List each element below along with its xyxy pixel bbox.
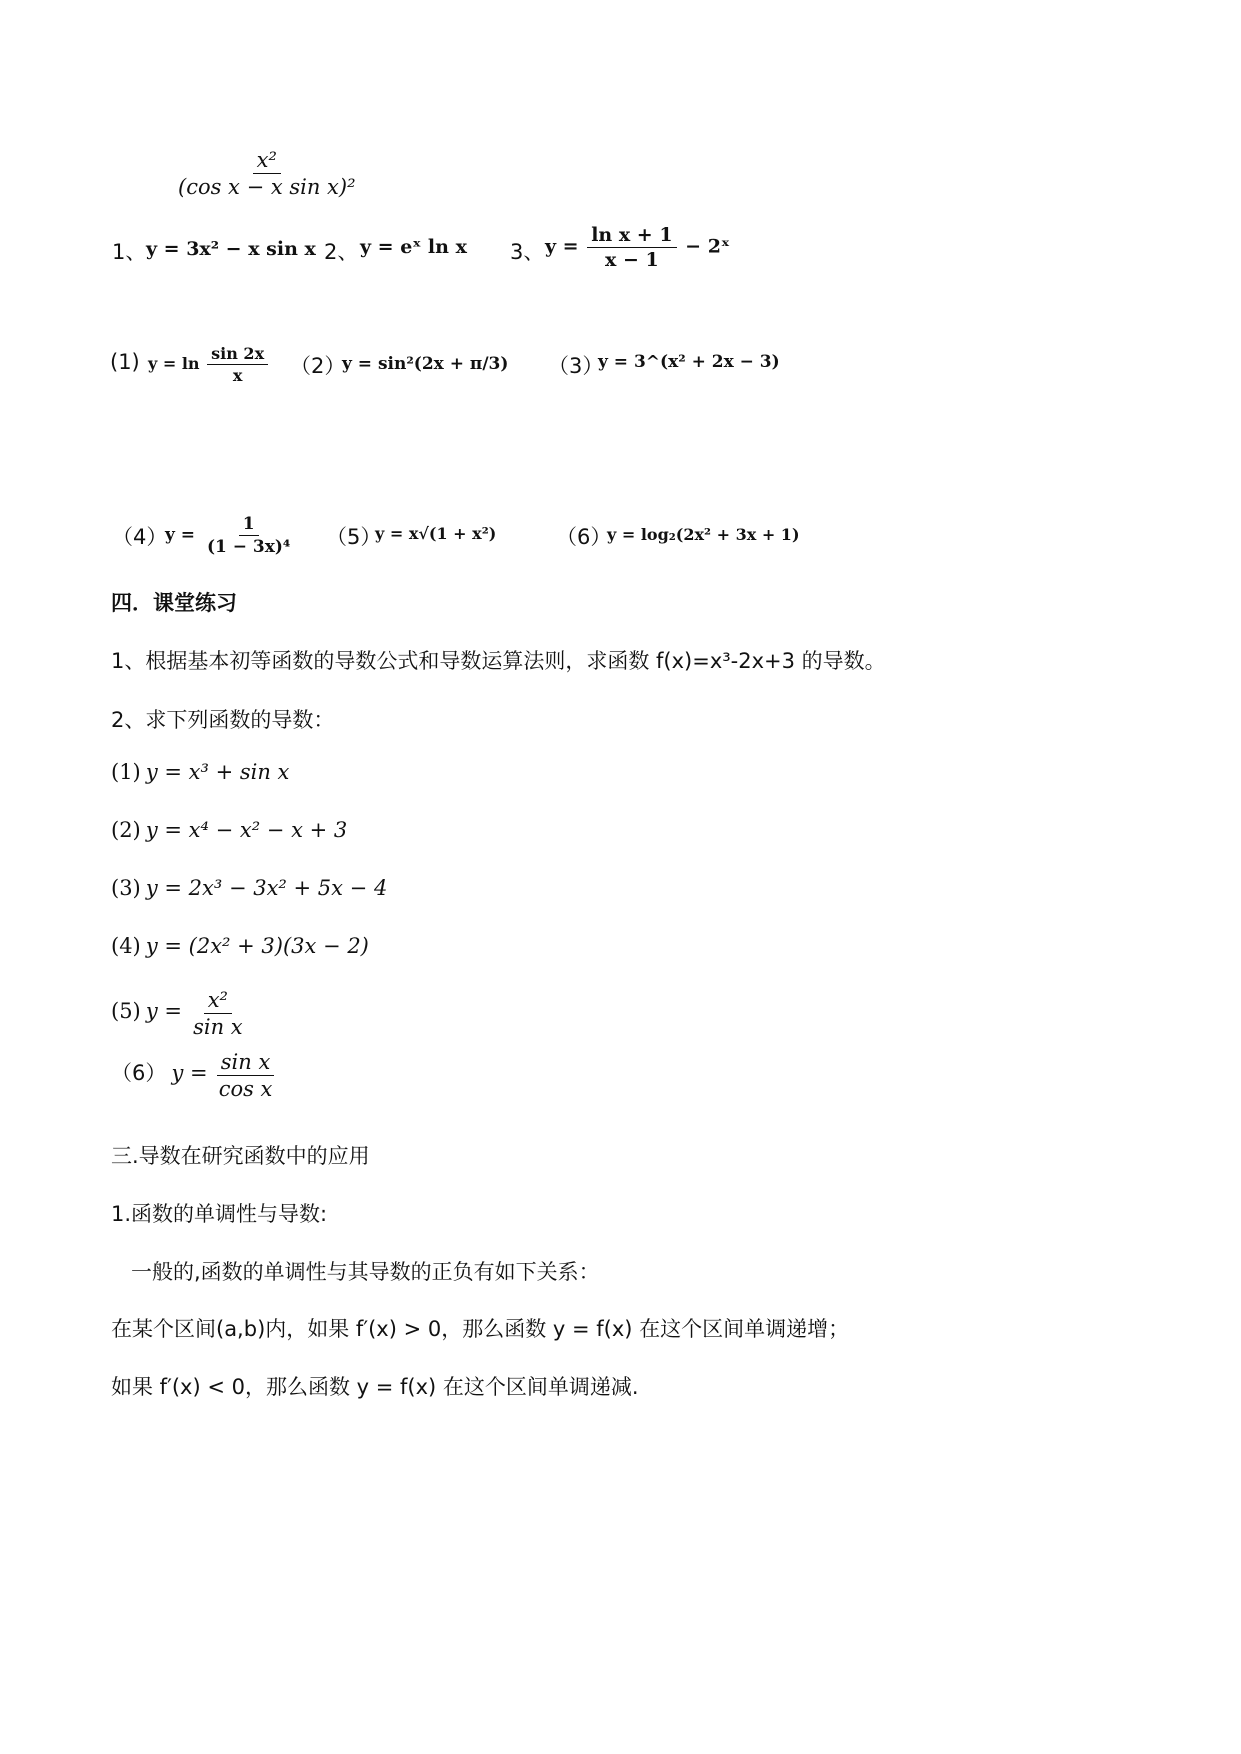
section-3-title: 三.导数在研究函数中的应用 — [111, 1144, 370, 1168]
row3-f4-denominator: (1 − 3x)⁴ — [206, 537, 291, 557]
row1-f3-tail: − 2ˣ — [685, 235, 730, 258]
subsection-1-title: 1.函数的单调性与导数: — [111, 1202, 328, 1226]
exercise-3-expr: y = 2x³ − 3x² + 5x − 4 — [145, 876, 388, 900]
top-numerator: x² — [253, 148, 281, 174]
question-2: 2、求下列函数的导数： — [111, 708, 335, 732]
y-eq-6: y = — [171, 1061, 208, 1085]
row2-f1-numerator: sin 2x — [207, 344, 268, 365]
exercise-6-fraction — [215, 1050, 277, 1101]
row2-formula-1 — [148, 344, 270, 385]
row1-label-2: 2、 — [324, 240, 359, 264]
row2-formula-3: y = 3^(x² + 2x − 3) — [598, 352, 780, 372]
exercise-1-label: (1) — [111, 760, 141, 784]
row1-formula-2: y = eˣ ln x — [360, 236, 467, 258]
exercise-1 — [111, 760, 289, 784]
row2-label-2: （2） — [290, 354, 346, 378]
row3-label-5: （5） — [326, 525, 382, 549]
y-eq-5: y = — [145, 999, 182, 1023]
exercise-6-label: （6） — [111, 1061, 167, 1085]
row1-formula-3 — [545, 224, 730, 271]
row1-fraction-3 — [587, 224, 676, 271]
paragraph-increasing: 在某个区间(a,b)内，如果 f′(x) > 0，那么函数 y = f(x) 在这个区间单调递增； — [111, 1317, 850, 1341]
exercise-2-expr: y = x⁴ − x² − x + 3 — [145, 818, 348, 842]
row3-formula-4 — [165, 514, 296, 557]
top-denominator: (cos x − x sin x)² — [178, 175, 356, 199]
exercise-4-expr: y = (2x² + 3)(3x − 2) — [145, 934, 369, 958]
paragraph-intro: 一般的,函数的单调性与其导数的正负有如下关系： — [131, 1260, 600, 1284]
row3-label-6: （6） — [556, 525, 612, 549]
row2-formula-2: y = sin²(2x + π/3) — [342, 354, 509, 374]
row3-formula-6: y = log₂(2x² + 3x + 1) — [607, 525, 800, 544]
exercise-1-expr: y = x³ + sin x — [145, 760, 290, 784]
row2-label-1: (1) — [110, 350, 140, 374]
question-1: 1、根据基本初等函数的导数公式和导数运算法则，求函数 f(x)=x³-2x+3 的导数。 — [111, 649, 886, 673]
row3-formula-5: y = x√(1 + x²) — [375, 524, 497, 543]
exercise-6-denominator: cos x — [218, 1077, 273, 1101]
row1-formula-1: y = 3x² − x sin x — [146, 238, 316, 260]
paragraph-decreasing: 如果 f′(x) < 0，那么函数 y = f(x) 在这个区间单调递减. — [111, 1375, 639, 1399]
exercise-2-label: (2) — [111, 818, 141, 842]
row1-f3-denominator: x − 1 — [605, 249, 659, 271]
exercise-5-fraction — [189, 988, 247, 1039]
row3-label-4: （4） — [112, 525, 168, 549]
exercise-3 — [111, 876, 387, 900]
row2-f1-denominator: x — [232, 366, 243, 385]
exercise-6 — [111, 1050, 278, 1101]
y-eq-4: y = — [165, 525, 196, 545]
exercise-5 — [111, 988, 249, 1039]
top-formula — [172, 148, 362, 199]
row1-label-3: 3、 — [510, 240, 545, 264]
row1-f3-numerator: ln x + 1 — [587, 224, 676, 248]
row1-label-1: 1、 — [112, 240, 147, 264]
row3-fraction-4 — [203, 514, 294, 557]
y-eq: y = — [545, 235, 579, 258]
section-4-title: 四．课堂练习 — [111, 591, 237, 615]
exercise-6-numerator: sin x — [217, 1050, 275, 1076]
row2-fraction-1 — [207, 344, 268, 385]
exercise-5-numerator: x² — [204, 988, 232, 1014]
y-ln: y = ln — [148, 354, 200, 373]
row3-f4-numerator: 1 — [239, 514, 259, 536]
top-fraction — [174, 148, 360, 199]
exercise-2 — [111, 818, 347, 842]
exercise-3-label: (3) — [111, 876, 141, 900]
exercise-5-label: (5) — [111, 999, 141, 1023]
exercise-4 — [111, 934, 369, 958]
exercise-5-denominator: sin x — [193, 1015, 243, 1039]
row2-label-3: （3） — [548, 354, 604, 378]
exercise-4-label: (4) — [111, 934, 141, 958]
